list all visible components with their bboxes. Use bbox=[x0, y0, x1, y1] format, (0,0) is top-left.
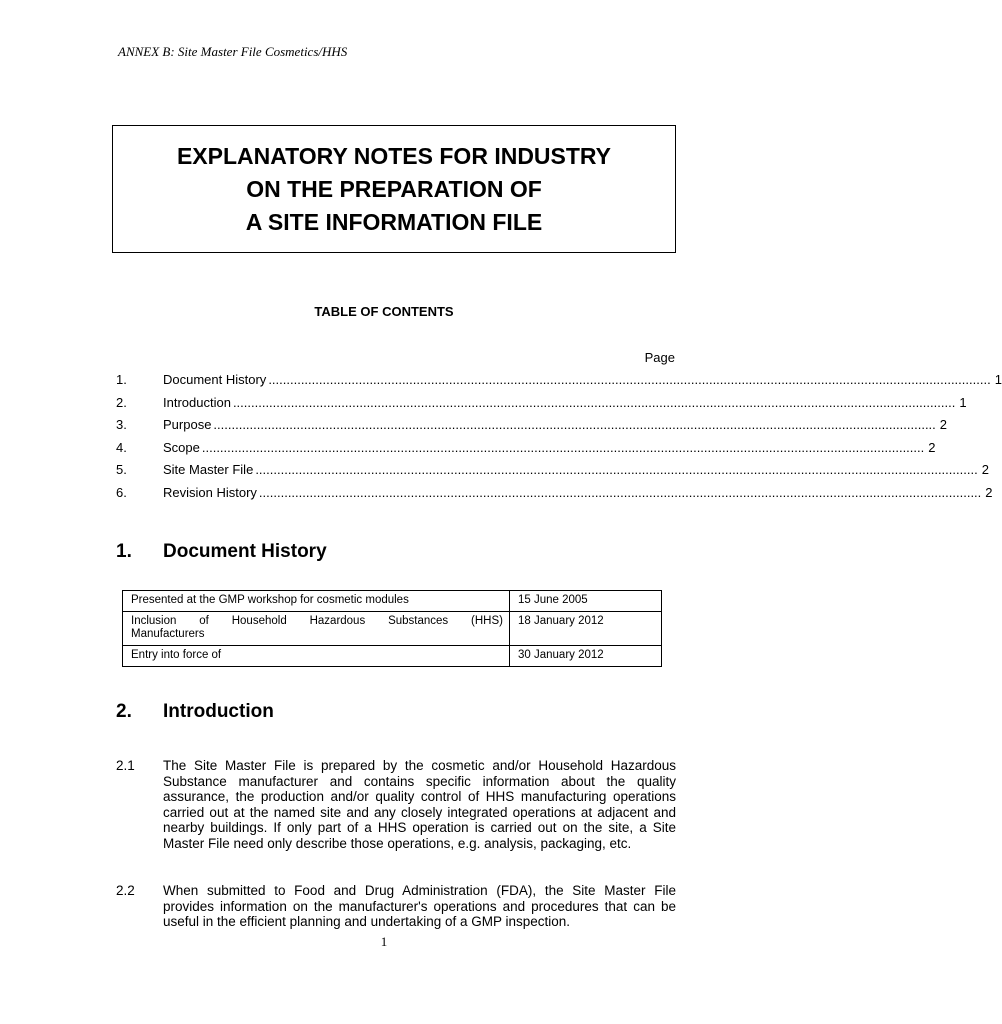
toc-entry-number: 4. bbox=[116, 439, 127, 455]
table-row bbox=[123, 591, 662, 612]
section-title: Document History bbox=[163, 541, 327, 562]
toc-entry-number: 1. bbox=[116, 372, 127, 387]
title-line-2: ON THE PREPARATION OF bbox=[246, 175, 542, 202]
toc-entry-title: Introduction bbox=[163, 394, 231, 410]
toc-entry bbox=[116, 484, 993, 508]
table-cell-event-line: Inclusion of Household Hazardous Substances (HHS) bbox=[131, 615, 503, 627]
toc-entry-page: 2 bbox=[939, 417, 948, 433]
table-cell-date: 30 January 2012 bbox=[510, 646, 662, 667]
table-cell-event bbox=[123, 612, 510, 646]
toc-entry-title: Purpose bbox=[163, 417, 212, 433]
section-number: 1. bbox=[116, 541, 132, 562]
toc-entry bbox=[116, 439, 936, 463]
section-number: 2. bbox=[116, 701, 132, 722]
running-header: ANNEX B: Site Master File Cosmetics/HHS bbox=[118, 44, 348, 59]
document-history-table bbox=[122, 590, 662, 667]
section-heading-document-history bbox=[116, 541, 327, 563]
toc-entry-page: 2 bbox=[985, 484, 993, 500]
paragraph-text: The Site Master File is prepared by the cosmetic and/or Household Hazardous Substance manufacturer and contains specific information about the quality assurance, the production and/or quality control of HHS manufacturing operations carried out at the named site and any closely integrated operations at adjacent and nearby buildings. If only part of a HHS operation is carried out on the site, a Site Master File need only describe those operations, e.g. analysis, packaging, etc. bbox=[163, 758, 676, 851]
toc-entry-number: 5. bbox=[116, 462, 127, 478]
toc-entry bbox=[116, 394, 967, 418]
toc-leader-dots: ........................................................................................................................................................................................................ bbox=[232, 394, 956, 410]
toc-leader-dots: ........................................................................................................................................................................................................ bbox=[213, 417, 936, 433]
table-cell-event: Presented at the GMP workshop for cosmetic modules bbox=[123, 591, 510, 612]
toc-leader-dots: ........................................................................................................................................................................................................ bbox=[201, 439, 925, 455]
section-heading-introduction bbox=[116, 701, 274, 723]
table-cell-event: Entry into force of bbox=[123, 646, 510, 667]
table-row bbox=[123, 646, 662, 667]
toc-page-label: Page bbox=[644, 350, 675, 365]
title-line-3: A SITE INFORMATION FILE bbox=[245, 208, 543, 235]
table-of-contents bbox=[116, 372, 1002, 508]
toc-entry-number: 2. bbox=[116, 394, 127, 410]
paragraph-2-2 bbox=[116, 883, 676, 930]
table-cell-date: 18 January 2012 bbox=[510, 612, 662, 646]
toc-leader-dots: ........................................................................................................................................................................................................ bbox=[268, 372, 991, 387]
section-title: Introduction bbox=[163, 701, 274, 722]
toc-entry-title: Revision History bbox=[163, 484, 257, 500]
toc-entry-title: Scope bbox=[163, 439, 200, 455]
toc-entry bbox=[116, 462, 989, 485]
table-row bbox=[123, 612, 662, 646]
paragraph-text: When submitted to Food and Drug Administration (FDA), the Site Master File provides information on the manufacturer's operations and procedures that can be useful in the efficient planning and undertaking of a GMP inspection. bbox=[163, 883, 676, 929]
toc-entry bbox=[116, 417, 948, 440]
toc-entry bbox=[116, 372, 1002, 395]
table-cell-date: 15 June 2005 bbox=[510, 591, 662, 612]
toc-leader-dots: ........................................................................................................................................................................................................ bbox=[258, 484, 982, 500]
toc-entry-page: 2 bbox=[928, 439, 936, 455]
page-number: 1 bbox=[380, 934, 388, 949]
toc-entry-page: 1 bbox=[994, 372, 1002, 387]
title-line-1: EXPLANATORY NOTES FOR INDUSTRY bbox=[176, 142, 612, 169]
toc-entry-title: Document History bbox=[163, 372, 267, 387]
paragraph-number: 2.2 bbox=[116, 883, 135, 898]
toc-entry-page: 2 bbox=[981, 462, 989, 478]
toc-entry-title: Site Master File bbox=[163, 462, 254, 478]
toc-entry-number: 3. bbox=[116, 417, 127, 433]
toc-entry-page: 1 bbox=[959, 394, 967, 410]
toc-heading: TABLE OF CONTENTS bbox=[314, 304, 454, 319]
toc-leader-dots: ........................................................................................................................................................................................................ bbox=[255, 462, 978, 478]
toc-entry-number: 6. bbox=[116, 484, 127, 500]
table-cell-event-line: Manufacturers bbox=[131, 628, 205, 640]
title-box bbox=[112, 125, 676, 253]
paragraph-2-1 bbox=[116, 758, 676, 851]
paragraph-number: 2.1 bbox=[116, 758, 135, 773]
